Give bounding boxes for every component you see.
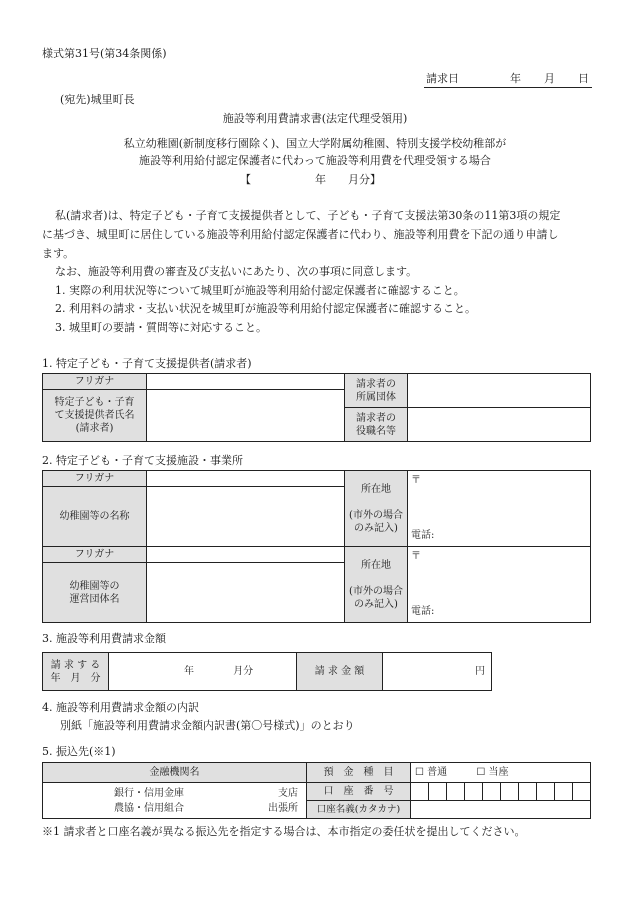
period-year: 年: [315, 173, 326, 186]
deposit-current-label: 当座: [488, 767, 509, 778]
deposit-type-label: 預 金 種 目: [307, 763, 411, 783]
form-number: 様式第31号(第34条関係): [42, 47, 167, 60]
postal-mark: 〒: [411, 475, 421, 486]
provider-furigana-label: フリガナ: [43, 374, 147, 390]
account-digit[interactable]: [519, 783, 537, 801]
yen-unit: 円: [475, 666, 485, 677]
claim-month-label: 請 求 す る 年 月 分: [43, 653, 109, 691]
facility-address-input[interactable]: [408, 471, 591, 547]
deposit-ordinary-label: 普通: [427, 767, 448, 778]
account-digit[interactable]: [411, 783, 429, 801]
account-digit[interactable]: [573, 783, 591, 801]
account-number-label: 口 座 番 号: [307, 783, 411, 801]
para2: なお、施設等利用費の審査及び支払いにあたり、次の事項に同意します。: [55, 265, 418, 278]
section1-heading: 1. 特定子ども・子育て支援提供者(請求者): [42, 357, 252, 370]
addressee: (宛先)城里町長: [60, 93, 135, 106]
operator-furigana-label: フリガナ: [43, 547, 147, 563]
para1-line3: ます。: [42, 247, 75, 260]
account-digit[interactable]: [447, 783, 465, 801]
request-date-day: 日: [578, 72, 589, 85]
period-open-bracket: 【: [240, 173, 251, 186]
request-date-year: 年: [510, 72, 521, 85]
bank-name-header: 金融機関名: [43, 763, 307, 783]
section2-heading: 2. 特定子ども・子育て支援施設・事業所: [42, 454, 243, 467]
provider-title-label: 請求者の 役職名等: [345, 408, 408, 442]
consent-item-3: 3. 城里町の要請・質問等に対応すること。: [55, 321, 267, 334]
provider-furigana-input[interactable]: [147, 374, 345, 390]
section4-text: 別紙「施設等利用費請求金額内訳書(第〇号様式)」のとおり: [60, 719, 355, 732]
postal-mark: 〒: [411, 551, 421, 562]
bank-name-input[interactable]: 銀行・信用金庫 農協・信用組合 支店 出張所: [43, 783, 307, 819]
amount-table: [42, 652, 492, 691]
account-digit[interactable]: [537, 783, 555, 801]
consent-item-2: 2. 利用料の請求・支払い状況を城里町が施設等利用給付認定保護者に確認すること。: [55, 302, 476, 315]
account-digit[interactable]: [501, 783, 519, 801]
provider-title-input[interactable]: [408, 408, 591, 442]
section5-heading: 5. 振込先(※1): [42, 745, 116, 758]
deposit-current-checkbox[interactable]: ☐: [476, 767, 486, 778]
section4-heading: 4. 施設等利用費請求金額の内訳: [42, 701, 199, 714]
footnote: ※1 請求者と口座名義が異なる振込先を指定する場合は、本市指定の委任状を提出してください。: [42, 825, 526, 838]
bank-table: [42, 762, 591, 819]
provider-name-input[interactable]: [147, 390, 345, 442]
account-name-label: 口座名義(カタカナ): [307, 801, 411, 819]
form-title: 施設等利用費請求書(法定代理受領用): [222, 112, 408, 125]
request-date-underline: [424, 87, 592, 88]
para1-line1: 私(請求者)は、特定子ども・子育て支援提供者として、子ども・子育て支援法第30条の11第3項の規定: [55, 209, 561, 222]
provider-table: [42, 373, 591, 442]
para1-line2: に基づき、城里町に居住している施設等利用給付認定保護者に代わり、施設等利用費を下記の通り申請し: [42, 228, 559, 241]
section3-heading: 3. 施設等利用費請求金額: [42, 632, 166, 645]
consent-item-1: 1. 実際の利用状況等について城里町が施設等利用給付認定保護者に確認すること。: [55, 284, 465, 297]
operator-name-input[interactable]: [147, 563, 345, 623]
operator-address-input[interactable]: [408, 547, 591, 623]
provider-org-input[interactable]: [408, 374, 591, 408]
operator-furigana-input[interactable]: [147, 547, 345, 563]
account-digit[interactable]: [465, 783, 483, 801]
operator-location-label: 所在地 (市外の場合 のみ記入): [345, 547, 408, 623]
claim-amount-input[interactable]: [383, 653, 492, 691]
phone-label: 電話:: [411, 606, 435, 617]
deposit-type-options: [411, 763, 591, 783]
provider-name-label: 特定子ども・子育 て支援提供者氏名 (請求者): [43, 390, 147, 442]
account-name-input[interactable]: [411, 801, 591, 819]
facility-furigana-label: フリガナ: [43, 471, 147, 487]
claim-amount-label: 請 求 金 額: [297, 653, 383, 691]
facility-table: [42, 470, 591, 623]
claim-month-input[interactable]: 年 月分: [109, 653, 297, 691]
provider-org-label: 請求者の 所属団体: [345, 374, 408, 408]
deposit-ordinary-checkbox[interactable]: ☐: [415, 767, 424, 778]
operator-name-label: 幼稚園等の 運営団体名: [43, 563, 147, 623]
phone-label: 電話:: [411, 530, 435, 541]
period-month: 月分】: [348, 173, 381, 186]
form-subtitle-line2: 施設等利用給付認定保護者に代わって施設等利用費を代理受領する場合: [139, 154, 491, 167]
facility-name-label: 幼稚園等の名称: [43, 487, 147, 547]
request-date-month: 月: [544, 72, 555, 85]
account-digit[interactable]: [555, 783, 573, 801]
account-digit[interactable]: [429, 783, 447, 801]
facility-location-label: 所在地 (市外の場合 のみ記入): [345, 471, 408, 547]
form-subtitle-line1: 私立幼稚園(新制度移行園除く)、国立大学附属幼稚園、特別支援学校幼稚部が: [123, 137, 507, 150]
account-digit[interactable]: [483, 783, 501, 801]
facility-name-input[interactable]: [147, 487, 345, 547]
facility-furigana-input[interactable]: [147, 471, 345, 487]
request-date-label: 請求日: [426, 72, 459, 85]
